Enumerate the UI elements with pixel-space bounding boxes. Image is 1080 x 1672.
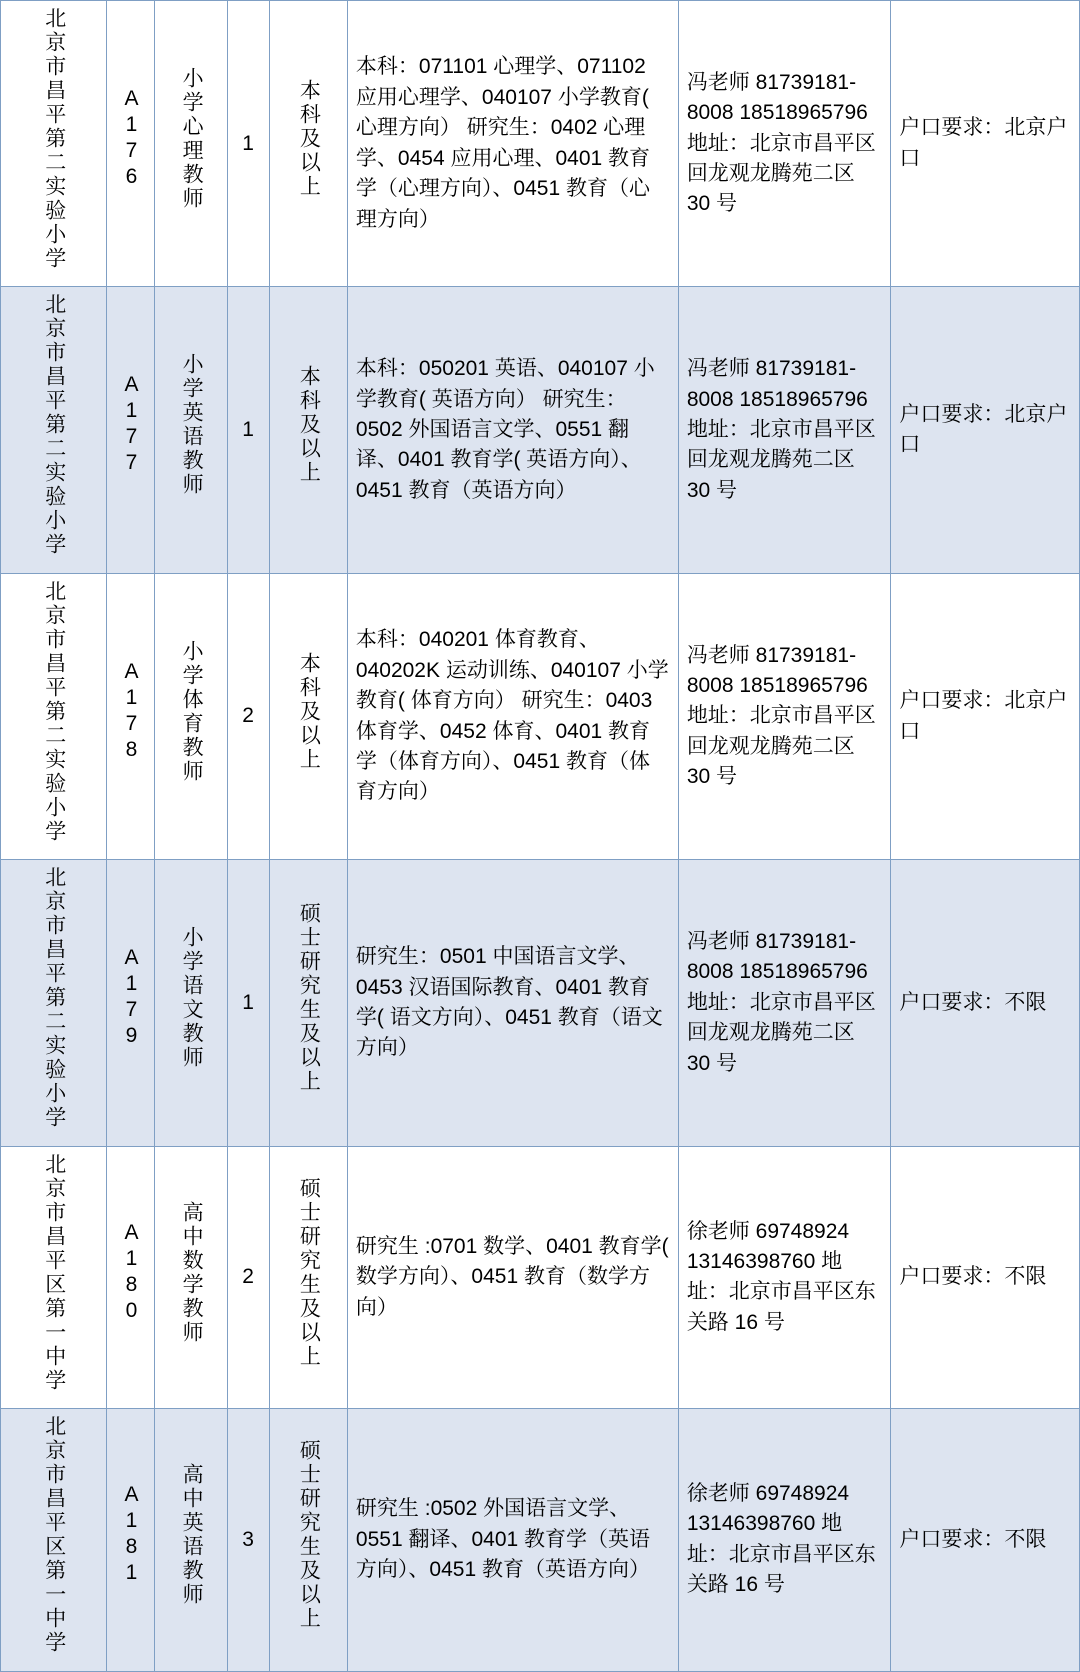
cell-education [269, 1, 347, 287]
cell-post [155, 1409, 227, 1671]
cell-contact: 冯老师 81739181-8008 18518965796 地址：北京市昌平区回龙观龙腾苑二区 30 号 [678, 573, 891, 859]
cell-code [107, 573, 155, 859]
cell-major: 本科：050201 英语、040107 小学教育( 英语方向） 研究生：0502 外国语言文学、0551 翻译、0401 教育学( 英语方向）、0451 教育（英语方向） [347, 287, 678, 573]
cell-organization [1, 860, 107, 1146]
cell-contact: 徐老师 69748924 13146398760 地址：北京市昌平区东关路 16 号 [678, 1146, 891, 1408]
post-text: 小学体育教师 [180, 639, 204, 784]
code-text: A177 [119, 373, 143, 478]
cell-organization [1, 1409, 107, 1671]
cell-code [107, 1146, 155, 1408]
cell-contact: 冯老师 81739181-8008 18518965796 地址：北京市昌平区回龙观龙腾苑二区 30 号 [678, 860, 891, 1146]
cell-major: 本科：040201 体育教育、040202K 运动训练、040107 小学教育( 体育方向） 研究生：0403 体育学、0452 体育、0401 教育学（体育方向）、0451 教育（体育方向） [347, 573, 678, 859]
code-text: A180 [119, 1220, 143, 1325]
table-row [1, 287, 1080, 573]
organization-text: 北京市昌平第二实验小学 [42, 7, 66, 271]
cell-count: 1 [227, 860, 269, 1146]
cell-other: 户口要求：北京户口 [891, 1, 1080, 287]
table-row [1, 1146, 1080, 1408]
cell-post [155, 1146, 227, 1408]
education-text: 本科及以上 [297, 651, 321, 772]
cell-major: 本科：071101 心理学、071102 应用心理学、040107 小学教育( 心理方向） 研究生：0402 心理学、0454 应用心理、0401 教育学（心理方向）、0451 教育（心理方向） [347, 1, 678, 287]
cell-organization [1, 1, 107, 287]
cell-count: 1 [227, 287, 269, 573]
cell-count: 3 [227, 1409, 269, 1671]
cell-code [107, 1409, 155, 1671]
cell-education [269, 573, 347, 859]
code-text: A176 [119, 87, 143, 191]
cell-contact: 冯老师 81739181-8008 18518965796 地址：北京市昌平区回龙观龙腾苑二区 30 号 [678, 1, 891, 287]
cell-post [155, 1, 227, 287]
cell-count: 2 [227, 573, 269, 859]
cell-other: 户口要求：北京户口 [891, 573, 1080, 859]
cell-code [107, 287, 155, 573]
post-text: 小学英语教师 [180, 353, 204, 498]
education-text: 本科及以上 [297, 365, 321, 486]
code-text: A179 [119, 946, 143, 1051]
organization-text: 北京市昌平区第一中学 [42, 1415, 66, 1656]
post-text: 小学语文教师 [180, 926, 204, 1071]
organization-text: 北京市昌平区第一中学 [42, 1152, 66, 1393]
post-text: 高中英语教师 [180, 1463, 204, 1608]
cell-major: 研究生：0501 中国语言文学、0453 汉语国际教育、0401 教育学( 语文方向）、0451 教育（语文方向） [347, 860, 678, 1146]
cell-education [269, 1409, 347, 1671]
cell-other: 户口要求：不限 [891, 1409, 1080, 1671]
cell-contact: 冯老师 81739181-8008 18518965796 地址：北京市昌平区回龙观龙腾苑二区 30 号 [678, 287, 891, 573]
cell-code [107, 1, 155, 287]
table-row [1, 573, 1080, 859]
table-body [1, 1, 1080, 1672]
cell-post [155, 860, 227, 1146]
cell-organization [1, 287, 107, 573]
education-text: 硕士研究生及以上 [297, 902, 321, 1095]
cell-count: 1 [227, 1, 269, 287]
cell-education [269, 1146, 347, 1408]
table-row [1, 860, 1080, 1146]
organization-text: 北京市昌平第二实验小学 [42, 293, 66, 558]
post-text: 小学心理教师 [180, 67, 204, 211]
cell-education [269, 860, 347, 1146]
organization-text: 北京市昌平第二实验小学 [42, 579, 66, 844]
cell-code [107, 860, 155, 1146]
education-text: 硕士研究生及以上 [297, 1439, 321, 1632]
organization-text: 北京市昌平第二实验小学 [42, 866, 66, 1131]
education-text: 本科及以上 [297, 79, 321, 199]
cell-other: 户口要求：不限 [891, 1146, 1080, 1408]
education-text: 硕士研究生及以上 [297, 1176, 321, 1369]
cell-post [155, 573, 227, 859]
table-row [1, 1, 1080, 287]
code-text: A178 [119, 659, 143, 764]
cell-major: 研究生 :0701 数学、0401 教育学( 数学方向）、0451 教育（数学方向） [347, 1146, 678, 1408]
cell-post [155, 287, 227, 573]
cell-education [269, 287, 347, 573]
cell-major: 研究生 :0502 外国语言文学、0551 翻译、0401 教育学（英语方向）、0451 教育（英语方向） [347, 1409, 678, 1671]
cell-contact: 徐老师 69748924 13146398760 地址：北京市昌平区东关路 16 号 [678, 1409, 891, 1671]
cell-other: 户口要求：不限 [891, 860, 1080, 1146]
post-text: 高中数学教师 [180, 1200, 204, 1345]
table-row [1, 1409, 1080, 1671]
cell-other: 户口要求：北京户口 [891, 287, 1080, 573]
cell-organization [1, 1146, 107, 1408]
code-text: A181 [119, 1483, 143, 1588]
cell-organization [1, 573, 107, 859]
cell-count: 2 [227, 1146, 269, 1408]
